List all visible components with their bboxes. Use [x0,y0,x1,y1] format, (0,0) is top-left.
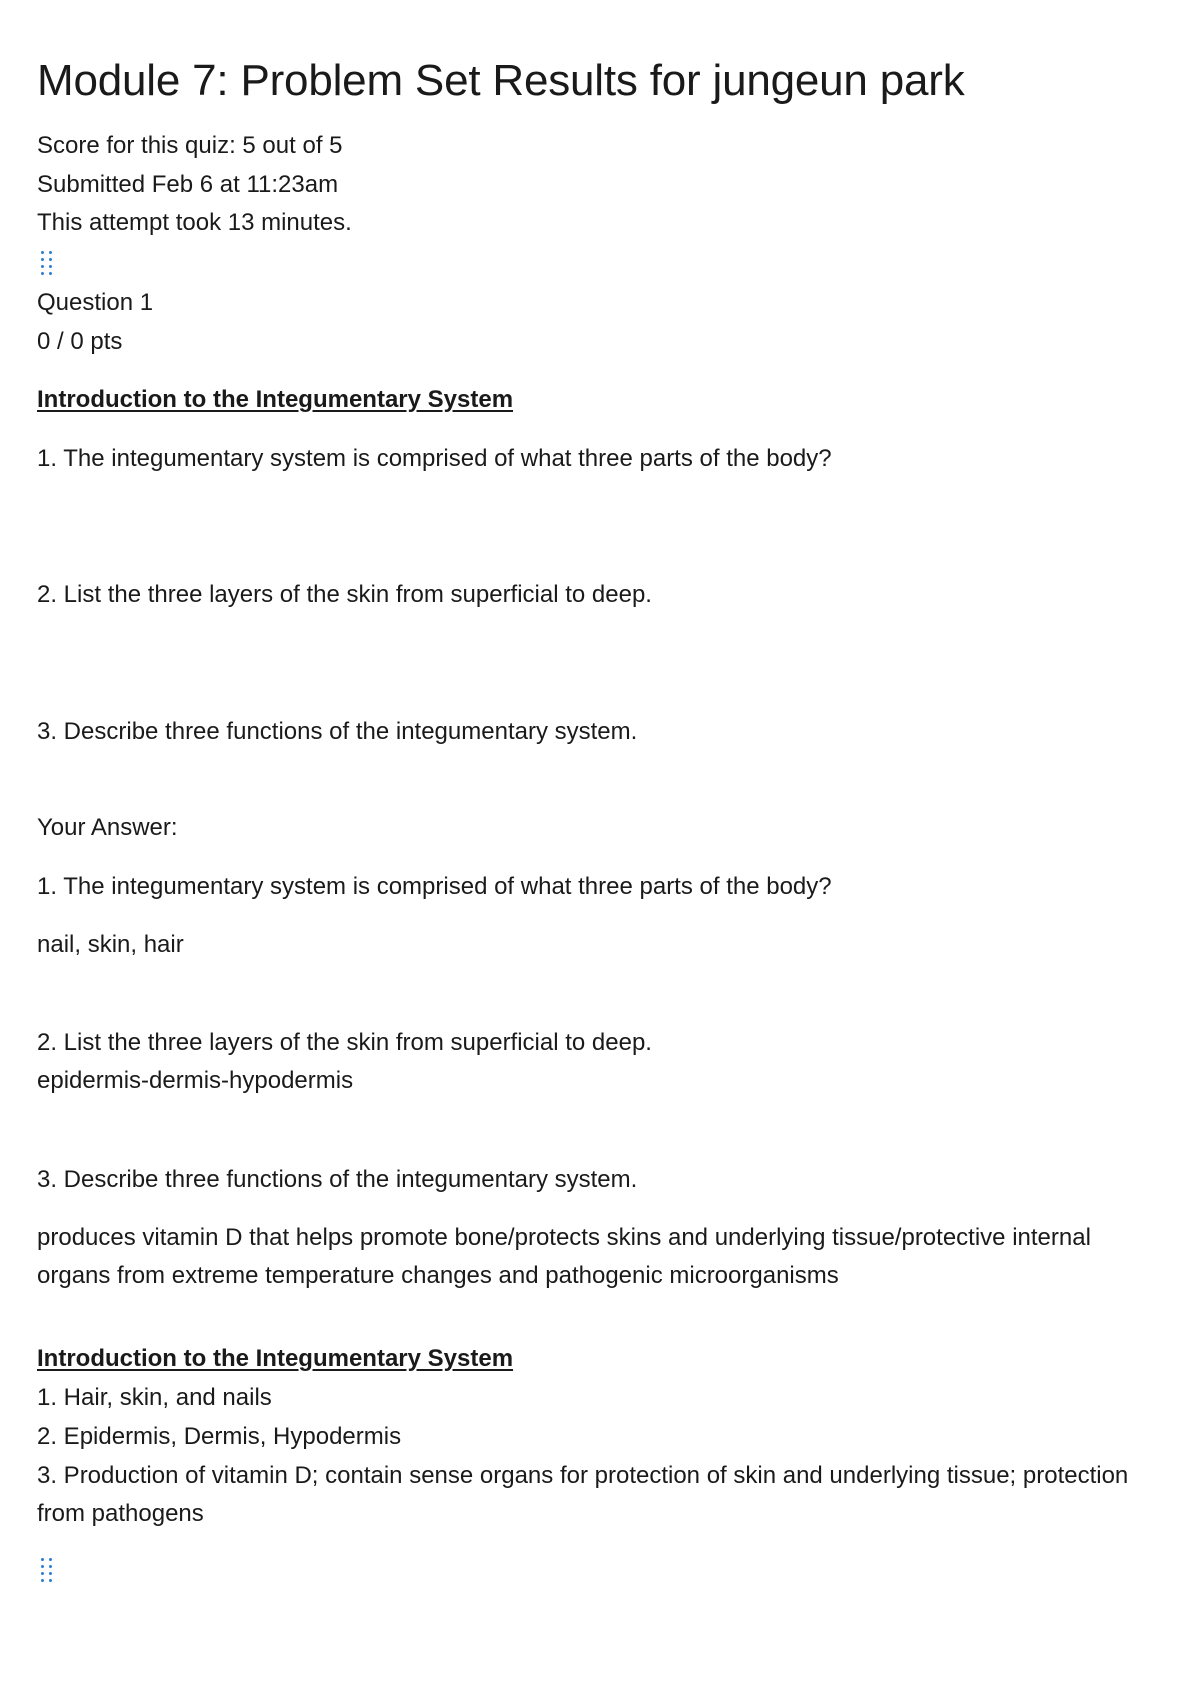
answer-key-heading: Introduction to the Integumentary System [37,1345,514,1372]
question-prompt-1: 1. The integumentary system is comprised of what three parts of the body? [37,445,832,472]
submitted-time: Submitted Feb 6 at 11:23am [37,171,339,198]
answer-key-line-3: 3. Production of vitamin D; contain sense organs for protection of skin and underlying tissue; protection from pathogens [37,1462,1129,1527]
question-points: 0 / 0 pts [37,328,123,355]
question-label: Question 1 [37,289,154,316]
drag-handle-icon[interactable] [41,1558,55,1584]
question-prompt-3: 3. Describe three functions of the integumentary system. [37,718,638,745]
quiz-score: Score for this quiz: 5 out of 5 [37,132,343,159]
answer-question-3: 3. Describe three functions of the integumentary system. [37,1166,638,1193]
page-title: Module 7: Problem Set Results for jungeun park [37,56,965,105]
question-heading: Introduction to the Integumentary System [37,386,514,413]
answer-text-1: nail, skin, hair [37,931,184,958]
answer-text-2: epidermis-dermis-hypodermis [37,1067,354,1094]
answer-question-1: 1. The integumentary system is comprised of what three parts of the body? [37,873,832,900]
answer-key-line-2: 2. Epidermis, Dermis, Hypodermis [37,1423,402,1450]
answer-question-2: 2. List the three layers of the skin from superficial to deep. [37,1029,652,1056]
your-answer-label: Your Answer: [37,814,178,841]
answer-key-line-1: 1. Hair, skin, and nails [37,1384,272,1411]
answer-text-3: produces vitamin D that helps promote bone/protects skins and underlying tissue/protective internal organs from extreme temperature changes and pathogenic microorganisms [37,1224,1091,1289]
drag-handle-icon[interactable] [41,251,55,277]
question-prompt-2: 2. List the three layers of the skin from superficial to deep. [37,581,652,608]
attempt-duration: This attempt took 13 minutes. [37,209,352,236]
